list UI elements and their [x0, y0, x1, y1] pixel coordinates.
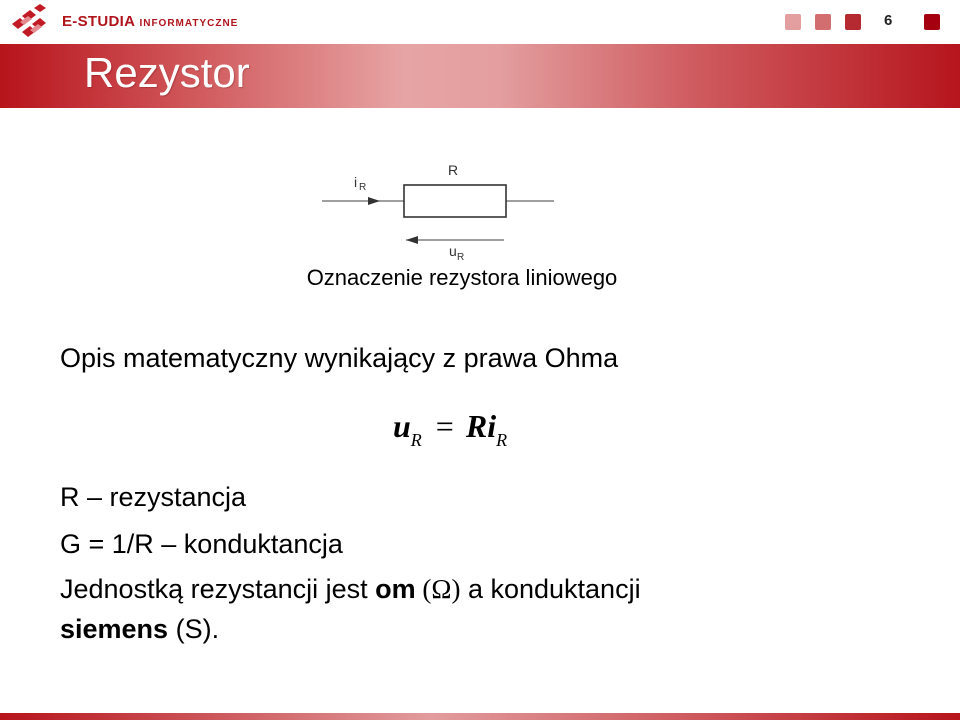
- formula-rhs-sub: R: [496, 430, 508, 450]
- header-square-4: [924, 14, 940, 30]
- formula-rhs: Ri: [465, 408, 497, 444]
- unit-siemens: siemens: [60, 614, 169, 644]
- resistor-diagram: [318, 160, 558, 268]
- current-sub: R: [359, 182, 367, 193]
- header-square-2: [815, 14, 831, 30]
- resistor-label: R: [448, 162, 459, 178]
- units-text-1: Jednostką rezystancji jest: [60, 574, 376, 604]
- slide-number: 6: [884, 12, 893, 29]
- brand-sub: INFORMATYCZNE: [139, 18, 239, 29]
- header-square-1: [785, 14, 801, 30]
- current-label: i: [354, 174, 358, 190]
- brand-main: E-STUDIA: [62, 13, 136, 30]
- definition-conductance: G = 1/R – konduktancja: [60, 529, 343, 559]
- unit-om: om: [375, 574, 416, 604]
- formula-equals: =: [435, 408, 454, 444]
- units-text-3: (S).: [168, 614, 220, 644]
- omega-symbol: (Ω): [415, 574, 461, 604]
- formula-lhs-sub: R: [410, 430, 422, 450]
- bottom-bar: [0, 713, 960, 720]
- intro-text: Opis matematyczny wynikający z prawa Ohma: [60, 343, 619, 373]
- brand-logo-text: [62, 13, 238, 30]
- formula-lhs: u: [393, 408, 411, 444]
- units-line-2: [60, 614, 219, 645]
- ohm-formula: [393, 408, 508, 450]
- estudia-logo-icon: [10, 4, 50, 38]
- header-square-3: [845, 14, 861, 30]
- definition-resistance: R – rezystancja: [60, 482, 247, 512]
- resistor-symbol: [404, 185, 506, 217]
- voltage-sub: R: [457, 252, 465, 263]
- voltage-label: u: [449, 243, 457, 259]
- units-line-1: [60, 574, 641, 605]
- diagram-caption: Oznaczenie rezystora liniowego: [306, 265, 618, 290]
- units-text-2: a konduktancji: [460, 574, 641, 604]
- slide-title: Rezystor: [84, 49, 250, 96]
